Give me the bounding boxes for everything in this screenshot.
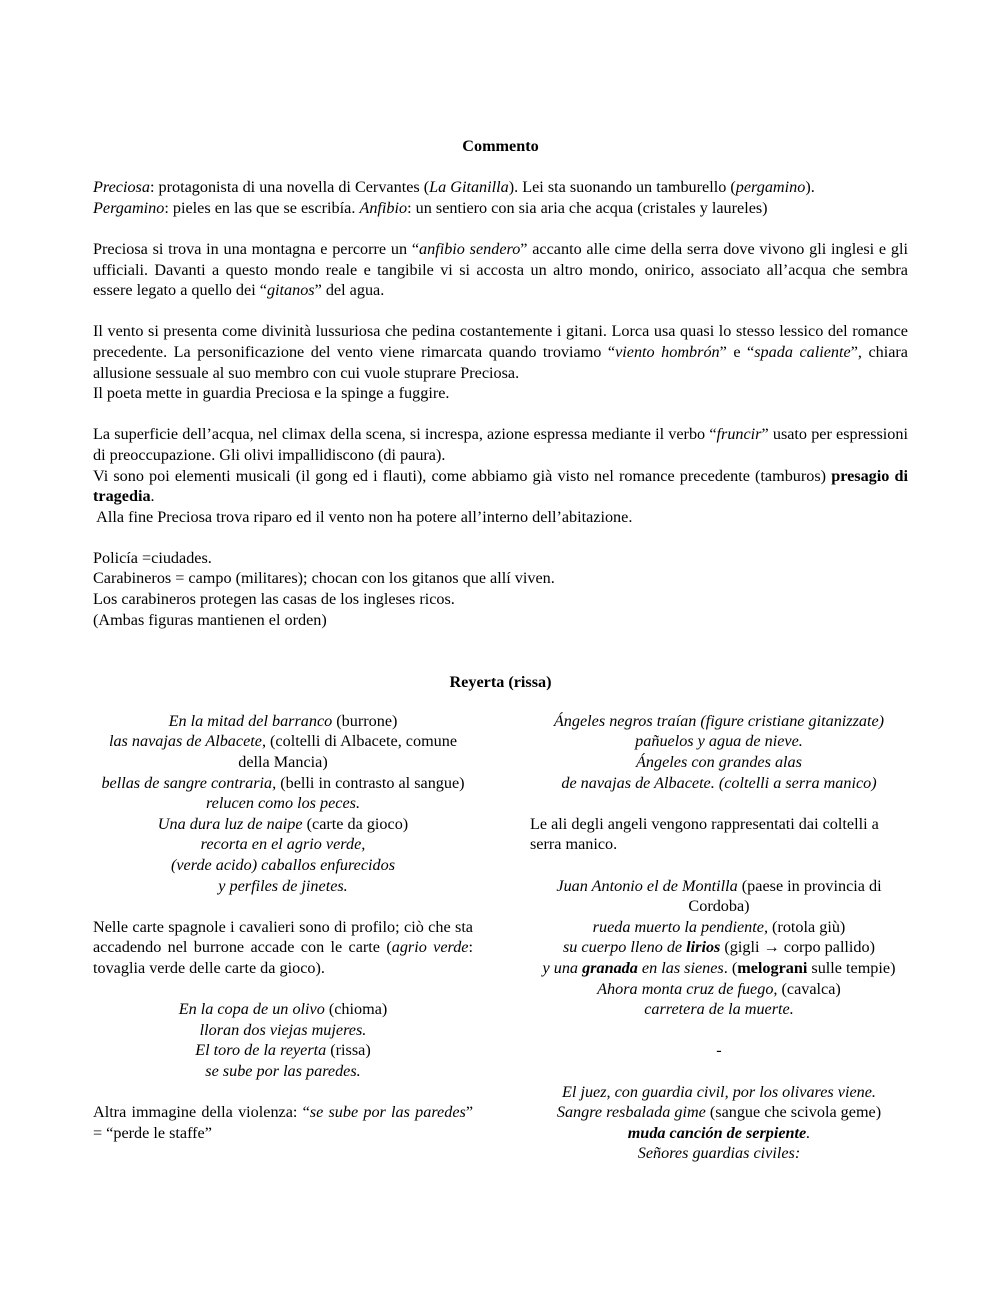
section-separator: - [716, 1041, 722, 1060]
verse-line: relucen como los peces. [205, 794, 361, 813]
verse-line: Juan Antonio el de Montilla (paese in provincia di Cordoba) [556, 876, 882, 916]
verse-line: Ahora monta cruz de fuego, (cavalca) [597, 979, 841, 998]
verse-line: pañuelos y agua de nieve. [635, 732, 803, 751]
verse-line: Ángeles negros traían (figure cristiane gitanizzate) [553, 711, 885, 730]
verse-stanza [93, 711, 473, 896]
commento-paragraph-2: Preciosa si trova in una montagna e percorre un “anfibio sendero” accanto alle cime della serra dove vivono gli inglesi e gli ufficiali. Davanti a questo mondo reale e tangibile vi si accosta un altro mondo, onirico, associato all’acqua che sembra essere legato a quello dei “gitanos” del agua. [93, 239, 908, 300]
verse-line: bellas de sangre contraria, (belli in contrasto al sangue) [101, 773, 465, 792]
verse-stanza [93, 999, 473, 1081]
verse-stanza [530, 711, 908, 793]
reyerta-heading: Reyerta (rissa) [449, 673, 552, 692]
verse-line: El toro de la reyerta (rissa) [195, 1041, 371, 1060]
verse-line: de navajas de Albacete. (coltelli a serra manico) [561, 773, 877, 792]
reyerta-columns [93, 711, 908, 1164]
commentary-paragraph: Altra immagine della violenza: “se sube por las paredes” = “perde le staffe” [93, 1103, 473, 1142]
verse-line: lloran dos viejas mujeres. [199, 1020, 367, 1039]
verse-line: y perfiles de jinetes. [218, 876, 348, 895]
right-column [530, 711, 908, 1164]
commento-paragraph-3 [93, 321, 908, 403]
verse-line: Sangre resbalada gime (sangue che scivola geme) [556, 1103, 882, 1122]
text-line: Il poeta mette in guardia Preciosa e la spinge a fuggire. [93, 384, 450, 403]
text-line: Carabineros = campo (militares); chocan con los gitanos que allí viven. [93, 569, 555, 588]
text-line: Vi sono poi elementi musicali (il gong ed i flauti), come abbiamo già visto nel romance precedente (tamburos) presagio di tragedia. [93, 466, 908, 506]
commento-paragraph-4 [93, 424, 908, 527]
text-line: Pergamino: pieles en las que se escribía. Anfibio: un sentiero con sia aria che acqua (cristales y laureles) [93, 198, 768, 217]
verse-line: y una granada en las sienes. (melograni sulle tempie) [542, 958, 896, 977]
text-line: Il vento si presenta come divinità lussuriosa che pedina costantemente i gitani. Lorca usa quasi lo stesso lessico del romance precedente. La personificazione del vento viene rimarcata quando troviamo “viento hombrón” e “spada caliente”, chiara allusione sessuale al suo membro con cui vuole stuprare Preciosa. [93, 322, 908, 382]
verse-line: Señores guardias civiles: [637, 1144, 801, 1163]
verse-stanza [530, 876, 908, 1020]
verse-line: recorta en el agrio verde, [200, 835, 366, 854]
verse-stanza [530, 1082, 908, 1164]
verse-line: rueda muerto la pendiente, (rotola giù) [592, 917, 846, 936]
commento-paragraph-5 [93, 548, 908, 630]
verse-line: Ángeles con grandes alas [636, 753, 802, 772]
commento-heading: Commento [462, 137, 539, 155]
left-column [93, 711, 473, 1164]
commento-paragraph-1 [93, 177, 908, 218]
verse-line: carretera de la muerte. [644, 1000, 794, 1019]
document-page [93, 136, 908, 1164]
text-line: Los carabineros protegen las casas de los ingleses ricos. [93, 590, 455, 609]
verse-line: se sube por las paredes. [205, 1061, 361, 1080]
verse-line: (verde acido) caballos enfurecidos [170, 856, 395, 874]
verse-line: su cuerpo lleno de lirios (gigli → corpo pallido) [562, 938, 876, 957]
verse-line: muda canción de serpiente. [627, 1123, 811, 1142]
verse-line: las navajas de Albacete, (coltelli di Albacete, comune della Mancia) [108, 732, 458, 772]
text-line: La superficie dell’acqua, nel climax della scena, si increspa, azione espressa mediante il verbo “fruncir” usato per espressioni di preoccupazione. Gli olivi impallidiscono (di paura). [93, 425, 908, 464]
text-line: Policía =ciudades. [93, 548, 212, 567]
verse-line: En la copa de un olivo (chioma) [178, 1000, 388, 1019]
commentary-paragraph: Le ali degli angeli vengono rappresentati dai coltelli a serra manico. [530, 814, 879, 854]
text-line: (Ambas figuras mantienen el orden) [93, 610, 327, 629]
text-line: Preciosa: protagonista di una novella di Cervantes (La Gitanilla). Lei sta suonando un tamburello (pergamino). [93, 178, 815, 197]
verse-line: Una dura luz de naipe (carte da gioco) [157, 814, 409, 833]
verse-line: En la mitad del barranco (burrone) [168, 711, 398, 730]
text-line: Alla fine Preciosa trova riparo ed il vento non ha potere all’interno dell’abitazione. [93, 507, 633, 526]
verse-line: El juez, con guardia civil, por los olivares viene. [562, 1082, 876, 1101]
commentary-paragraph: Nelle carte spagnole i cavalieri sono di profilo; ciò che sta accadendo nel burrone accade con le carte (agrio verde: tovaglia verde delle carte da gioco). [93, 917, 473, 977]
